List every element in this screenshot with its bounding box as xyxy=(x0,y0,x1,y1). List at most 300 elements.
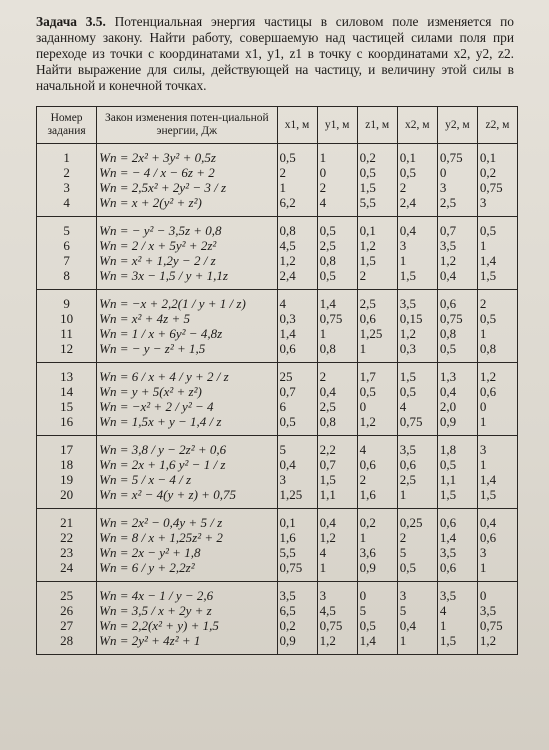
value-y2: 0,6 xyxy=(439,296,457,311)
value-z1-cell xyxy=(357,217,397,290)
value-x2: 0,4 xyxy=(399,223,416,238)
value-y1-cell xyxy=(317,363,357,436)
value-z2-cell xyxy=(477,582,517,655)
value-z2: 0 xyxy=(479,588,487,603)
value-z2: 3 xyxy=(479,545,487,560)
value-x1-cell xyxy=(277,217,317,290)
table-row xyxy=(37,363,518,436)
value-y1: 2 xyxy=(319,369,327,384)
energy-law-cell xyxy=(97,363,277,436)
energy-law: Wп = 2y² + 4z² + 1 xyxy=(99,633,201,648)
value-y2: 0,4 xyxy=(439,268,457,283)
value-z1: 1,5 xyxy=(359,253,376,268)
energy-law: Wп = −x² + 2 / y² − 4 xyxy=(99,399,214,414)
task-number: 26 xyxy=(60,603,74,618)
value-z2: 0,5 xyxy=(479,223,497,238)
value-x2: 1 xyxy=(399,253,407,268)
value-x1: 0,7 xyxy=(279,384,296,399)
energy-law: Wп = 3,5 / x + 2y + z xyxy=(99,603,212,618)
value-z1: 2 xyxy=(359,268,367,283)
task-number: 6 xyxy=(63,238,70,253)
energy-law: Wп = 1,5x + y − 1,4 / z xyxy=(99,414,222,429)
value-y1: 0,8 xyxy=(319,341,336,356)
value-z2: 3 xyxy=(479,442,487,457)
value-z1-cell xyxy=(357,509,397,582)
task-statement xyxy=(36,14,514,94)
task-number-cell xyxy=(37,290,97,363)
value-y2: 0,9 xyxy=(439,414,457,429)
task-number: 22 xyxy=(60,530,74,545)
value-y2: 2,5 xyxy=(439,195,457,210)
value-y1-cell xyxy=(317,436,357,509)
value-z1-cell xyxy=(357,436,397,509)
value-y1: 1 xyxy=(319,560,327,575)
value-x2: 3,5 xyxy=(399,296,416,311)
value-z2: 0,75 xyxy=(479,180,503,195)
value-x1-cell xyxy=(277,436,317,509)
table-row xyxy=(37,436,518,509)
value-z2-cell xyxy=(477,363,517,436)
value-y1: 1 xyxy=(319,150,327,165)
value-y2: 0,5 xyxy=(439,341,457,356)
value-x1: 1,25 xyxy=(279,487,303,502)
task-number: 11 xyxy=(60,326,73,341)
value-y2: 1 xyxy=(439,618,447,633)
header-law: Закон изменения потен-циальной энергии, Дж xyxy=(97,107,277,144)
value-z1-cell xyxy=(357,144,397,217)
task-number: 7 xyxy=(63,253,70,268)
value-x1: 0,9 xyxy=(279,633,296,648)
value-x2: 0,75 xyxy=(399,414,423,429)
value-z1: 0 xyxy=(359,399,367,414)
task-number: 10 xyxy=(60,311,74,326)
value-x2: 0,5 xyxy=(399,384,416,399)
value-x2: 1 xyxy=(399,633,407,648)
energy-law: Wп = 2,5x² + 2y² − 3 / z xyxy=(99,180,227,195)
value-y2: 0,6 xyxy=(439,515,457,530)
value-x2-cell xyxy=(397,144,437,217)
energy-law: Wп = 6 / x + 4 / y + 2 / z xyxy=(99,369,229,384)
header-y2: y2, м xyxy=(437,107,477,144)
value-z1: 0 xyxy=(359,588,367,603)
value-x2: 1,5 xyxy=(399,369,416,384)
energy-law: Wп = 8 / x + 1,25z² + 2 xyxy=(99,530,223,545)
value-z2: 0,5 xyxy=(479,311,497,326)
energy-law: Wп = 2,2(x² + y) + 1,5 xyxy=(99,618,219,633)
value-x2: 1,2 xyxy=(399,326,416,341)
task-text: Потенциальная энергия частицы в силовом поле изменяется по заданному закону. Найти работу, совершаемую над частицей силами поля при переходе из точки с координатами x1, y1, z1 в точку с координатами x2, y2, z2. Найти выражение для силы, действующей на частицу, и величину этой силы в начальной и конечной точках. xyxy=(36,14,514,93)
value-z1: 0,5 xyxy=(359,384,376,399)
value-x1-cell xyxy=(277,363,317,436)
energy-law: Wп = x² − 4(y + z) + 0,75 xyxy=(99,487,236,502)
energy-law-cell xyxy=(97,582,277,655)
value-x2: 4 xyxy=(399,399,407,414)
value-y2-cell xyxy=(437,363,477,436)
value-x1-cell xyxy=(277,582,317,655)
value-z1: 0,2 xyxy=(359,515,376,530)
value-z1: 2,5 xyxy=(359,296,376,311)
value-y2: 1,5 xyxy=(439,633,457,648)
value-x2: 1 xyxy=(399,487,407,502)
value-x1: 4 xyxy=(279,296,286,311)
value-z2: 2 xyxy=(479,296,487,311)
energy-law: Wп = x² + 1,2y − 2 / z xyxy=(99,253,216,268)
task-number-cell xyxy=(37,144,97,217)
value-x2-cell xyxy=(397,582,437,655)
value-y2: 0,6 xyxy=(439,560,457,575)
value-x2: 0,25 xyxy=(399,515,423,530)
table-row xyxy=(37,582,518,655)
value-y1: 0,7 xyxy=(319,457,336,472)
energy-law: Wп = −x + 2,2(1 / y + 1 / z) xyxy=(99,296,246,311)
value-y1: 0,5 xyxy=(319,223,336,238)
task-number: 21 xyxy=(60,515,74,530)
task-number: 2 xyxy=(63,165,70,180)
value-z1: 1,25 xyxy=(359,326,383,341)
value-y2-cell xyxy=(437,217,477,290)
energy-law-cell xyxy=(97,144,277,217)
value-y2: 1,4 xyxy=(439,530,457,545)
value-z1: 1,5 xyxy=(359,180,376,195)
value-y1: 4 xyxy=(319,195,327,210)
energy-law: Wп = y + 5(x² + z²) xyxy=(99,384,202,399)
table-header-row xyxy=(37,107,518,144)
task-number: 16 xyxy=(60,414,74,429)
task-number: 15 xyxy=(60,399,74,414)
value-y1: 2 xyxy=(319,180,327,195)
value-x2: 2,5 xyxy=(399,472,416,487)
value-z2-cell xyxy=(477,509,517,582)
value-z2: 0,6 xyxy=(479,530,497,545)
value-x1: 1,6 xyxy=(279,530,296,545)
value-x2: 0,15 xyxy=(399,311,423,326)
value-z2: 0,8 xyxy=(479,341,497,356)
value-z2: 1 xyxy=(479,457,487,472)
task-number-cell xyxy=(37,217,97,290)
value-z1-cell xyxy=(357,363,397,436)
value-y2: 0,7 xyxy=(439,223,457,238)
value-y1: 1 xyxy=(319,326,327,341)
value-z2-cell xyxy=(477,290,517,363)
value-x1-cell xyxy=(277,509,317,582)
energy-law: Wп = 4x − 1 / y − 2,6 xyxy=(99,588,214,603)
value-x1: 6,2 xyxy=(279,195,296,210)
value-y2: 0,75 xyxy=(439,311,463,326)
task-number: 14 xyxy=(60,384,74,399)
value-y2-cell xyxy=(437,436,477,509)
value-z2: 0 xyxy=(479,399,487,414)
value-y1: 2,5 xyxy=(319,399,336,414)
task-number-cell xyxy=(37,363,97,436)
task-number: 12 xyxy=(60,341,74,356)
value-z1: 1,4 xyxy=(359,633,376,648)
value-y1: 4 xyxy=(319,545,327,560)
value-z1: 0,6 xyxy=(359,311,376,326)
value-x1: 0,5 xyxy=(279,414,296,429)
energy-law: Wп = 2 / x + 5y² + 2z² xyxy=(99,238,217,253)
value-z2: 1 xyxy=(479,238,487,253)
value-z2: 0,75 xyxy=(479,618,503,633)
value-y2: 3 xyxy=(439,180,447,195)
task-number: 20 xyxy=(60,487,74,502)
value-z1: 1,2 xyxy=(359,414,376,429)
value-y1: 0,4 xyxy=(319,515,336,530)
value-z2: 1 xyxy=(479,326,487,341)
energy-law: Wп = − 4 / x − 6z + 2 xyxy=(99,165,215,180)
value-x1: 4,5 xyxy=(279,238,296,253)
value-z1-cell xyxy=(357,582,397,655)
value-z2: 0,4 xyxy=(479,515,497,530)
task-number: 13 xyxy=(60,369,74,384)
header-x1: x1, м xyxy=(277,107,317,144)
value-y1-cell xyxy=(317,290,357,363)
task-number: 24 xyxy=(60,560,74,575)
value-y1: 0,8 xyxy=(319,253,336,268)
value-y1: 1,2 xyxy=(319,633,336,648)
value-x1: 0,4 xyxy=(279,457,296,472)
value-x2-cell xyxy=(397,436,437,509)
energy-law: Wп = x + 2(y² + z²) xyxy=(99,195,202,210)
value-z1: 3,6 xyxy=(359,545,376,560)
table-row xyxy=(37,290,518,363)
value-x1: 5 xyxy=(279,442,286,457)
task-number-cell xyxy=(37,509,97,582)
task-table xyxy=(36,106,518,655)
value-x1: 0,8 xyxy=(279,223,296,238)
value-x1: 0,6 xyxy=(279,341,296,356)
value-z1: 0,5 xyxy=(359,165,376,180)
value-z1: 0,2 xyxy=(359,150,376,165)
value-z2: 1,2 xyxy=(479,633,497,648)
value-z2: 1,4 xyxy=(479,472,497,487)
value-x2: 5 xyxy=(399,545,407,560)
task-number: 4 xyxy=(63,195,70,210)
value-z2-cell xyxy=(477,217,517,290)
task-number: 23 xyxy=(60,545,74,560)
value-y1: 0,75 xyxy=(319,311,343,326)
task-number: 1 xyxy=(63,150,70,165)
value-z1: 1,2 xyxy=(359,238,376,253)
value-z1: 1 xyxy=(359,530,367,545)
value-z2: 1 xyxy=(479,560,487,575)
value-y2-cell xyxy=(437,582,477,655)
task-number: 28 xyxy=(60,633,74,648)
value-z1: 5 xyxy=(359,603,367,618)
value-z2: 3,5 xyxy=(479,603,497,618)
value-z1: 0,9 xyxy=(359,560,376,575)
value-x1: 2,4 xyxy=(279,268,296,283)
header-z2: z2, м xyxy=(477,107,517,144)
value-y2: 0 xyxy=(439,165,447,180)
value-x1: 6,5 xyxy=(279,603,296,618)
value-x1: 25 xyxy=(279,369,293,384)
value-y2: 1,3 xyxy=(439,369,457,384)
value-z1: 1,6 xyxy=(359,487,376,502)
value-z2: 1,4 xyxy=(479,253,497,268)
value-z2: 1 xyxy=(479,414,487,429)
value-y2: 0,75 xyxy=(439,150,463,165)
value-x2: 0,6 xyxy=(399,457,416,472)
task-number: 19 xyxy=(60,472,74,487)
table-row xyxy=(37,144,518,217)
energy-law: Wп = 5 / x − 4 / z xyxy=(99,472,192,487)
value-z1: 0,5 xyxy=(359,618,376,633)
value-x1: 0,5 xyxy=(279,150,296,165)
energy-law-cell xyxy=(97,436,277,509)
value-y1: 2,5 xyxy=(319,238,336,253)
value-y2-cell xyxy=(437,144,477,217)
energy-law-cell xyxy=(97,290,277,363)
table-row xyxy=(37,217,518,290)
value-y1: 0 xyxy=(319,165,327,180)
value-y1: 1,5 xyxy=(319,472,336,487)
value-x2: 0,1 xyxy=(399,150,416,165)
value-x2: 0,4 xyxy=(399,618,416,633)
value-x1: 0,1 xyxy=(279,515,296,530)
value-x2: 5 xyxy=(399,603,407,618)
value-y1: 3 xyxy=(319,588,327,603)
task-number: 5 xyxy=(63,223,70,238)
value-x1-cell xyxy=(277,144,317,217)
value-x1: 0,2 xyxy=(279,618,296,633)
header-x2: x2, м xyxy=(397,107,437,144)
value-y2: 3,5 xyxy=(439,588,457,603)
header-number: Номер задания xyxy=(37,107,97,144)
value-y2: 0,4 xyxy=(439,384,457,399)
value-z1: 4 xyxy=(359,442,367,457)
task-number-cell xyxy=(37,436,97,509)
value-y1: 1,4 xyxy=(319,296,336,311)
task-number-cell xyxy=(37,582,97,655)
value-x2: 1,5 xyxy=(399,268,416,283)
value-x1: 1 xyxy=(279,180,286,195)
value-z1: 1 xyxy=(359,341,367,356)
value-x1-cell xyxy=(277,290,317,363)
value-z2: 0,6 xyxy=(479,384,497,399)
value-x2: 3 xyxy=(399,588,407,603)
energy-law-cell xyxy=(97,509,277,582)
energy-law: Wп = 2x² + 3y² + 0,5z xyxy=(99,150,216,165)
task-number: 18 xyxy=(60,457,74,472)
task-number: 3 xyxy=(63,180,70,195)
task-title: Задача 3.5. xyxy=(36,14,106,29)
value-z2: 1,2 xyxy=(479,369,497,384)
value-y1: 0,8 xyxy=(319,414,336,429)
value-x2-cell xyxy=(397,363,437,436)
energy-law: Wп = x² + 4z + 5 xyxy=(99,311,190,326)
value-z2: 1,5 xyxy=(479,268,497,283)
value-z1: 5,5 xyxy=(359,195,376,210)
value-y1-cell xyxy=(317,144,357,217)
table-row xyxy=(37,509,518,582)
value-y1: 0,4 xyxy=(319,384,336,399)
value-x2: 3 xyxy=(399,238,407,253)
value-x1: 0,3 xyxy=(279,311,296,326)
value-x2: 0,3 xyxy=(399,341,416,356)
value-x1: 1,2 xyxy=(279,253,296,268)
energy-law: Wп = 2x − y² + 1,8 xyxy=(99,545,201,560)
value-x1: 5,5 xyxy=(279,545,296,560)
value-y1: 4,5 xyxy=(319,603,336,618)
value-y1: 0,75 xyxy=(319,618,343,633)
value-x1: 2 xyxy=(279,165,286,180)
value-z2: 3 xyxy=(479,195,487,210)
value-y2: 3,5 xyxy=(439,545,457,560)
header-z1: z1, м xyxy=(357,107,397,144)
value-x1: 3,5 xyxy=(279,588,296,603)
value-y1: 1,1 xyxy=(319,487,336,502)
value-x2-cell xyxy=(397,509,437,582)
energy-law: Wп = 1 / x + 6y² − 4,8z xyxy=(99,326,223,341)
value-z2: 0,2 xyxy=(479,165,497,180)
value-z2: 1,5 xyxy=(479,487,497,502)
value-y1: 1,2 xyxy=(319,530,336,545)
value-y1-cell xyxy=(317,509,357,582)
task-number: 9 xyxy=(63,296,70,311)
value-y2-cell xyxy=(437,509,477,582)
value-y2: 1,1 xyxy=(439,472,457,487)
value-y1-cell xyxy=(317,582,357,655)
value-z2-cell xyxy=(477,436,517,509)
value-y2: 2,0 xyxy=(439,399,457,414)
value-z1: 0,6 xyxy=(359,457,376,472)
header-y1: y1, м xyxy=(317,107,357,144)
value-x1: 0,75 xyxy=(279,560,303,575)
value-y2: 1,8 xyxy=(439,442,457,457)
value-z1: 2 xyxy=(359,472,367,487)
value-z2-cell xyxy=(477,144,517,217)
energy-law: Wп = 6 / y + 2,2z² xyxy=(99,560,195,575)
energy-law: Wп = 2x² − 0,4y + 5 / z xyxy=(99,515,223,530)
value-x2: 3,5 xyxy=(399,442,416,457)
task-number: 25 xyxy=(60,588,74,603)
value-x2: 0,5 xyxy=(399,165,416,180)
value-x2: 2,4 xyxy=(399,195,416,210)
value-x1: 3 xyxy=(279,472,286,487)
value-z2: 0,1 xyxy=(479,150,497,165)
value-x2: 0,5 xyxy=(399,560,416,575)
value-z1: 0,1 xyxy=(359,223,376,238)
task-number: 27 xyxy=(60,618,74,633)
value-y2: 3,5 xyxy=(439,238,457,253)
energy-law: Wп = − y − z² + 1,5 xyxy=(99,341,206,356)
task-number: 8 xyxy=(63,268,70,283)
value-x1: 6 xyxy=(279,399,286,414)
value-x2-cell xyxy=(397,290,437,363)
energy-law: Wп = − y² − 3,5z + 0,8 xyxy=(99,223,222,238)
value-x2-cell xyxy=(397,217,437,290)
value-x1: 1,4 xyxy=(279,326,296,341)
value-y2: 1,5 xyxy=(439,487,457,502)
value-y2: 0,8 xyxy=(439,326,457,341)
value-y1: 0,5 xyxy=(319,268,336,283)
energy-law: Wп = 2x + 1,6 y² − 1 / z xyxy=(99,457,226,472)
value-y2: 0,5 xyxy=(439,457,457,472)
value-x2: 2 xyxy=(399,530,407,545)
value-y1-cell xyxy=(317,217,357,290)
energy-law-cell xyxy=(97,217,277,290)
energy-law: Wп = 3x − 1,5 / y + 1,1z xyxy=(99,268,228,283)
value-z1: 1,7 xyxy=(359,369,376,384)
value-z1-cell xyxy=(357,290,397,363)
value-y2: 4 xyxy=(439,603,447,618)
value-y1: 2,2 xyxy=(319,442,336,457)
task-number: 17 xyxy=(60,442,74,457)
value-y2: 1,2 xyxy=(439,253,457,268)
value-y2-cell xyxy=(437,290,477,363)
value-x2: 2 xyxy=(399,180,407,195)
energy-law: Wп = 3,8 / y − 2z² + 0,6 xyxy=(99,442,227,457)
